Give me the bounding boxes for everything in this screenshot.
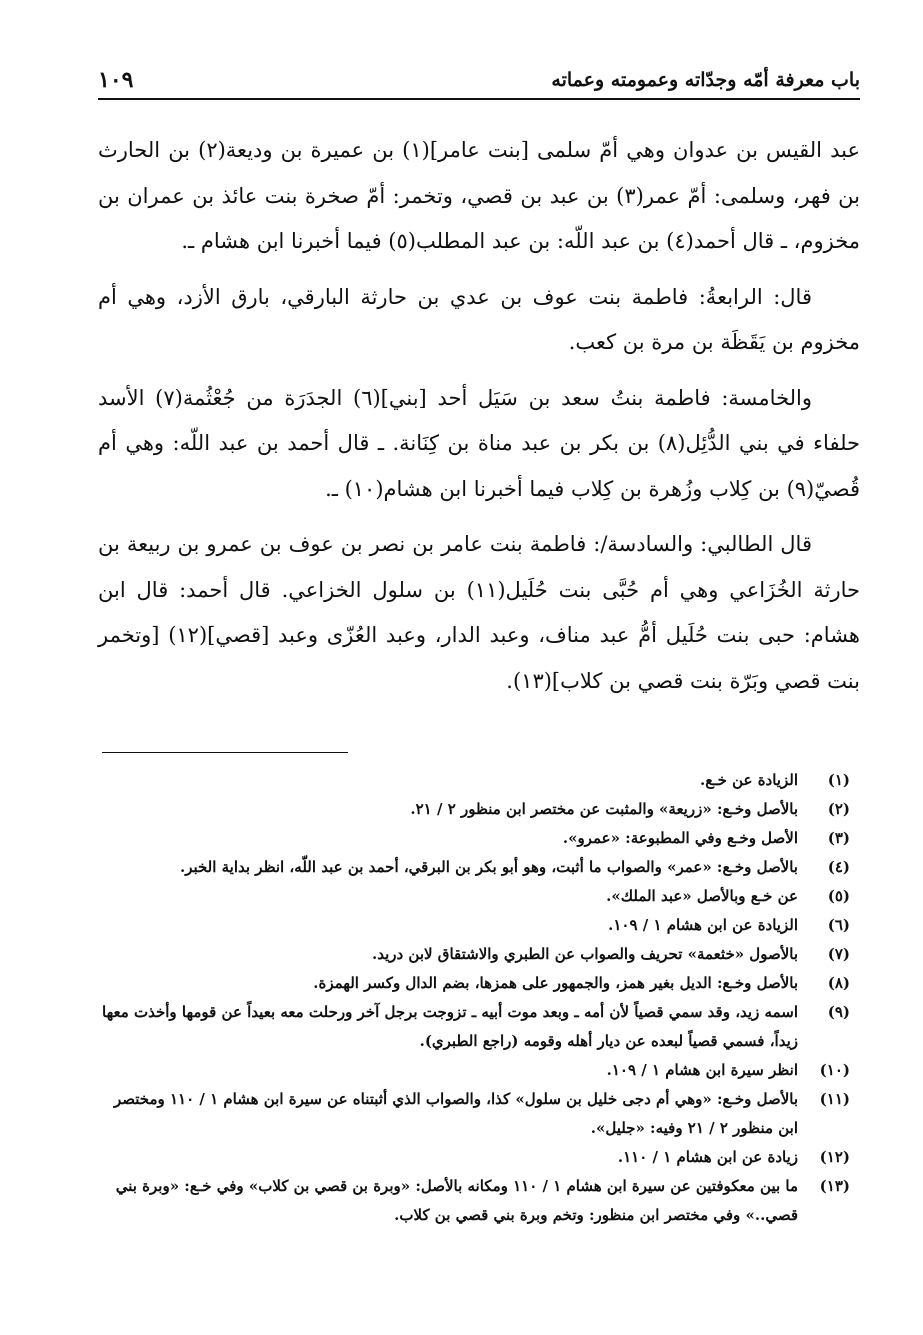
footnote-number: (٥) bbox=[827, 887, 850, 905]
footnote-number: (٩) bbox=[827, 1003, 850, 1021]
footnote-number: (٣) bbox=[827, 829, 850, 847]
footnote-text: ما بين معكوفتين عن سيرة ابن هشام ١ / ١١٠ ومكانه بالأصل: «وبرة بن قصي بن كلاب» وفي خـع: «وبرة بني قصي..» وفي مختصر ابن منظور: وتخم وبرة بني قصي بن كلاب. bbox=[115, 1177, 798, 1224]
footnote-text: زيادة عن ابن هشام ١ / ١١٠. bbox=[617, 1148, 798, 1166]
paragraph-4: قال الطالبي: والسادسة/: فاطمة بنت عامر بن نصر بن عوف بن عمرو بن ربيعة بن حارثة الخُزَاعي وهي أم حُبَّى بنت حُلَيل(١١) بن سلول الخزاعي. قال أحمد: قال ابن هشام: حبى بنت حُلَيل أمُّ عبد مناف، وعبد الدار، وعبد العُزّى وعبد [قصي](١٢) [وتخمر بنت قصي وبَرّة بنت قصي بن كلاب](١٣). bbox=[98, 532, 860, 693]
running-title: باب معرفة أمّه وجدّاته وعمومته وعماته bbox=[551, 69, 860, 91]
footnote-9 bbox=[98, 998, 850, 1056]
footnote-text: عن خـع وبالأصل «عبد الملك». bbox=[606, 887, 798, 905]
footnote-number: (٤) bbox=[827, 858, 850, 876]
footnote-text: الزيادة عن ابن هشام ١ / ١٠٩. bbox=[608, 916, 798, 934]
footnote-number: (١٠) bbox=[819, 1061, 850, 1079]
footnote-number: (١١) bbox=[819, 1090, 850, 1108]
footnote-number: (٢) bbox=[827, 800, 850, 818]
footnote-separator bbox=[102, 752, 348, 753]
footnote-text: اسمه زيد، وقد سمي قصياً لأن أمه ـ وبعد موت أبيه ـ تزوجت برجل آخر ورحلت معه بعيداً عن قومها وأخذت معها زيداً، فسمي قصياً لبعده عن ديار أهله وقومه (راجع الطبري). bbox=[102, 1003, 798, 1050]
footnote-8 bbox=[98, 969, 850, 998]
footnote-number: (٨) bbox=[827, 974, 850, 992]
footnotes bbox=[98, 766, 850, 1230]
page-number: ١٠٩ bbox=[98, 67, 134, 93]
footnote-6 bbox=[98, 911, 850, 940]
footnote-10 bbox=[98, 1056, 850, 1085]
footnote-7 bbox=[98, 940, 850, 969]
header-rule bbox=[98, 98, 860, 100]
footnote-5 bbox=[98, 882, 850, 911]
footnote-3 bbox=[98, 824, 850, 853]
footnote-number: (١٢) bbox=[819, 1148, 850, 1166]
footnote-11 bbox=[98, 1085, 850, 1143]
footnote-text: بالأصل وخـع: «عمر» والصواب ما أثبت، وهو أبو بكر بن البرقي، أحمد بن عبد اللّه، انظر بداية الخبر. bbox=[179, 858, 798, 876]
footnote-text: الزيادة عن خـع. bbox=[700, 771, 798, 789]
footnote-13 bbox=[98, 1172, 850, 1230]
footnote-text: انظر سيرة ابن هشام ١ / ١٠٩. bbox=[606, 1061, 798, 1079]
footnote-number: (١٣) bbox=[819, 1177, 850, 1195]
footnote-text: بالأصل وخـع: «وهي أم دجى خليل بن سلول» كذا، والصواب الذي أثبتناه عن سيرة ابن هشام ١ / ١١٠ ومختصر ابن منظور ٢ / ٢١ وفيه: «جليل». bbox=[113, 1090, 798, 1137]
footnote-number: (٧) bbox=[827, 945, 850, 963]
footnote-number: (٦) bbox=[827, 916, 850, 934]
footnote-text: الأصل وخـع وفي المطبوعة: «عمرو». bbox=[562, 829, 798, 847]
paragraph-3: والخامسة: فاطمة بنتُ سعد بن سَيَل أحد [بني](٦) الجدَرَة من جُعْثُمة(٧) الأسد حلفاء في بني الدُّئِل(٨) بن بكر بن عبد مناة بن كِنَانة. ـ قال أحمد بن عبد اللّه: وهي أم قُصيّ(٩) بن كِلاب وزُهرة بن كِلاب فيما أخبرنا ابن هشام(١٠) ـ. bbox=[98, 385, 861, 501]
page-header bbox=[98, 62, 860, 98]
paragraph-2: قال: الرابعةُ: فاطمة بنت عوف بن عدي بن حارثة البارقي، بارق الأزد، وهي أم مخزوم بن يَقَظَة بن مرة بن كعب. bbox=[98, 284, 860, 354]
main-text bbox=[98, 128, 860, 714]
footnote-12 bbox=[98, 1143, 850, 1172]
footnote-2 bbox=[98, 795, 850, 824]
footnote-1 bbox=[98, 766, 850, 795]
footnote-text: بالأصول «خثعمة» تحريف والصواب عن الطبري والاشتقاق لابن دريد. bbox=[372, 945, 798, 963]
paragraph-1: عبد القيس بن عدوان وهي أمّ سلمى [بنت عامر](١) بن عميرة بن وديعة(٢) بن الحارث بن فهر، وسلمى: أمّ عمر(٣) بن عبد بن قصي، وتخمر: أمّ صخرة بنت عائذ بن عمران بن مخزوم، ـ قال أحمد(٤) بن عبد اللّه: بن عبد المطلب(٥) فيما أخبرنا ابن هشام ـ. bbox=[98, 138, 861, 253]
footnote-text: بالأصل وخـع: «زريعة» والمثبت عن مختصر ابن منظور ٢ / ٢١. bbox=[410, 800, 798, 818]
footnote-4 bbox=[98, 853, 850, 882]
footnote-number: (١) bbox=[827, 771, 850, 789]
footnote-text: بالأصل وخـع: الديل بغير همز، والجمهور على همزها، بضم الدال وكسر الهمزة. bbox=[313, 974, 798, 992]
